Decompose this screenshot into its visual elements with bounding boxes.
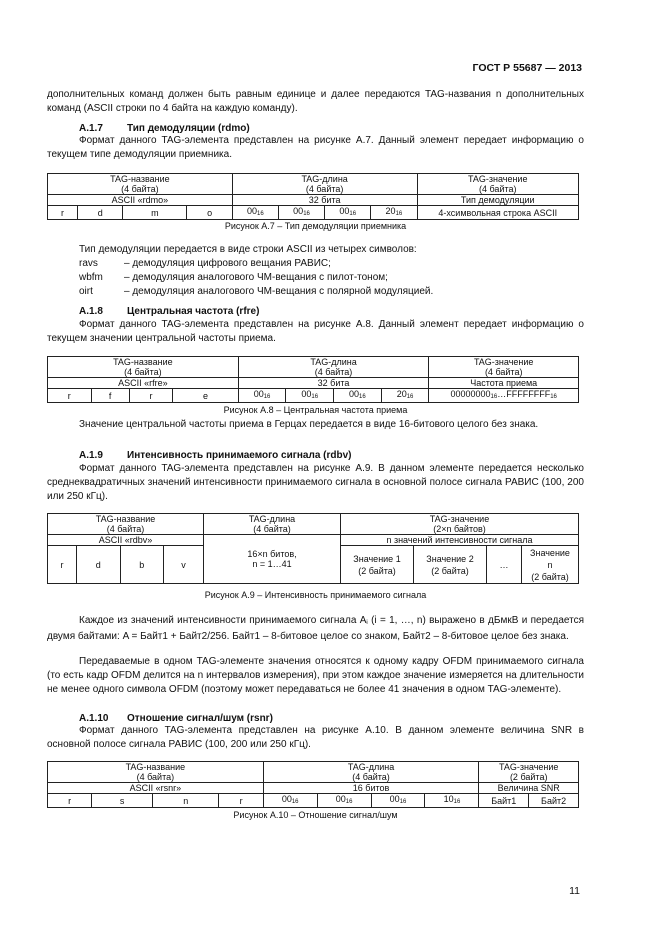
section-a19-paragraph-2: Каждое из значений интенсивности принимаемого сигнала $A_i$ (i = 1, …, n) выражено в дБмкВ и передается двумя байтами: A = Байт1 + Байт2/256. Байт1 – 8-битовое целое со знаком, Байт2 – 8-битовое целое без знака. xyxy=(47,615,584,642)
figure-a10-table: TAG-название (4 байта) TAG-длина (4 байта) TAG-значение (2 байта) ASCII «rsnr» 16 битов Величина SNR r s n r $00_{16}$ $00_{16}$ $00_{16}$ $10_{16}$ Байт1 Байт2 xyxy=(47,761,579,808)
section-a17-paragraph-2: Тип демодуляции передается в виде строки ASCII из четырех символов: xyxy=(79,244,417,255)
section-a110-paragraph: Формат данного TAG-элемента представлен на рисунке А.10. В данном элементе величина SNR в основной полосе сигнала РАВИС (100, 200 или 250 кГц). xyxy=(47,725,584,750)
section-a19-paragraph: Формат данного TAG-элемента представлен на рисунке А.9. В данном элементе передается несколько среднеквадратичных значений интенсивности принимаемого сигнала в основной полосе сигнала РАВИС (100, 200 или 250 кГц). xyxy=(47,463,584,502)
figure-a9-caption: Рисунок А.9 – Интенсивность принимаемого сигнала xyxy=(204,590,427,600)
list-item: oirt – демодуляция аналогового ЧМ-вещания с полярной модуляцией. xyxy=(79,286,434,297)
section-a19-paragraph-3: Передаваемые в одном TAG-элементе значения относятся к одному кадру OFDM принимаемого сигнала (то есть кадр OFDM делится на n интервалов измерения), при этом каждое значение измеряется на длительности не менее одного символа OFDM (поэтому может передаваться не более 41 значения в одном TAG-элементе). xyxy=(47,656,584,695)
figure-a8-table: TAG-название (4 байта) TAG-длина (4 байта) TAG-значение (4 байта) ASCII «rfre» 32 бита Частота приема r f r e $00_{16}$ $00_{16}$ $00_{16}$ $20_{16}$ $00000000_{16}\dots FFFFFFFF_{16}$ xyxy=(47,356,579,403)
page-number: 11 xyxy=(569,885,580,897)
figure-a7-caption: Рисунок А.7 – Тип демодуляции приемника xyxy=(224,221,407,231)
section-heading-a17: А.1.7 Тип демодуляции (rdmo) xyxy=(79,123,250,134)
intro-paragraph: дополнительных команд должен быть равным единице и далее передаются TAG-названия n дополнительных команд (ASCII строки по 4 байта на каждую команду). xyxy=(47,89,584,114)
section-heading-a110: А.1.10 Отношение сигнал/шум (rsnr) xyxy=(79,713,273,724)
list-item: ravs – демодуляция цифрового вещания РАВИС; xyxy=(79,258,331,269)
section-heading-a19: А.1.9 Интенсивность принимаемого сигнала (rdbv) xyxy=(79,450,352,461)
section-a18-paragraph-2: Значение центральной частоты приема в Герцах передается в виде 16-битового целого без знака. xyxy=(79,419,539,430)
page-header: ГОСТ Р 55687 — 2013 xyxy=(472,62,582,74)
figure-a8-caption: Рисунок А.8 – Центральная частота приема xyxy=(223,405,408,415)
figure-a7-table: TAG-название (4 байта) TAG-длина (4 байта) TAG-значение (4 байта) ASCII «rdmo» 32 бита Тип демодуляции r d m o $00_{16}$ $00_{16}$ $00_{16}$ $20_{16}$ 4-хсимвольная строка ASCII xyxy=(47,173,579,220)
list-item: wbfm – демодуляция аналогового ЧМ-вещания с пилот-тоном; xyxy=(79,272,388,283)
section-a18-paragraph: Формат данного TAG-элемента представлен на рисунке А.8. Данный элемент передает информацию о текущем значении центральной частоты приема. xyxy=(47,319,584,344)
figure-a9-table: TAG-название (4 байта) TAG-длина (4 байта) TAG-значение (2×n байтов) ASCII «rdbv» 16×n битов, n = 1…41 n значений интенсивности сигнала r d b v Значение 1 (2 байта) Значение 2 (2 байта) … Значение n (2 байта) xyxy=(47,513,579,584)
section-a17-paragraph: Формат данного TAG-элемента представлен на рисунке А.7. Данный элемент передает информацию о текущем типе демодуляции приемника. xyxy=(47,135,584,160)
figure-a10-caption: Рисунок А.10 – Отношение сигнал/шум xyxy=(233,810,398,820)
section-heading-a18: А.1.8 Центральная частота (rfre) xyxy=(79,306,260,317)
